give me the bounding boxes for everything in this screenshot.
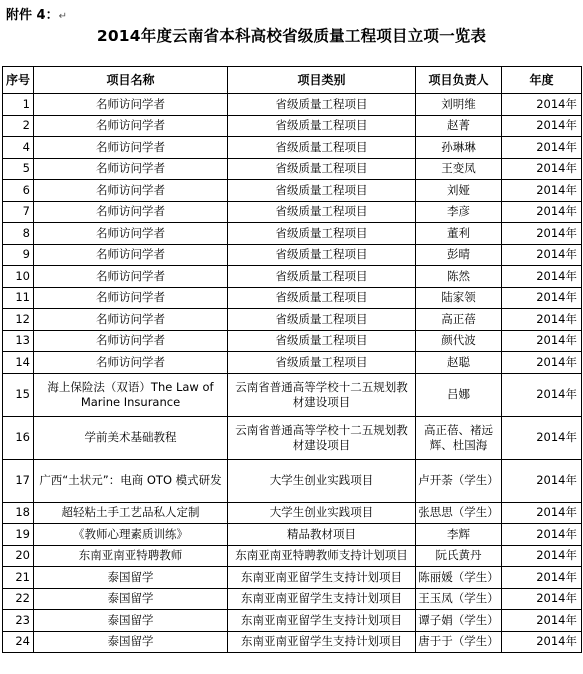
cell-category: 省级质量工程项目 (228, 115, 416, 137)
cell-category: 省级质量工程项目 (228, 201, 416, 223)
table-row (3, 309, 582, 331)
cell-name: 学前美术基础教程 (34, 416, 228, 459)
cell-year: 2014年 (502, 266, 582, 288)
cell-leader: 王变凤 (416, 158, 502, 180)
cell-name: 《教师心理素质训练》 (34, 524, 228, 546)
table-row (3, 631, 582, 653)
table-row (3, 524, 582, 546)
cell-no: 21 (3, 567, 34, 589)
cell-year: 2014年 (502, 201, 582, 223)
cell-no: 17 (3, 459, 34, 502)
col-header-category: 项目类别 (228, 67, 416, 94)
cell-year: 2014年 (502, 352, 582, 374)
cell-name: 东南亚南亚特聘教师 (34, 545, 228, 567)
page-title: 2014年度云南省本科高校省级质量工程项目立项一览表 (96, 27, 487, 45)
cell-name: 超轻粘土手工艺品私人定制 (34, 502, 228, 524)
cell-category: 云南省普通高等学校十二五规划教材建设项目 (228, 416, 416, 459)
table-row (3, 545, 582, 567)
cell-name: 名师访问学者 (34, 352, 228, 374)
cell-no: 22 (3, 588, 34, 610)
table-row (3, 352, 582, 374)
cell-name: 广西“土状元”：电商 OTO 模式研发 (34, 459, 228, 502)
cell-no: 14 (3, 352, 34, 374)
cell-category: 省级质量工程项目 (228, 137, 416, 159)
cell-category: 大学生创业实践项目 (228, 502, 416, 524)
cell-leader: 陈然 (416, 266, 502, 288)
cell-category: 东南亚南亚留学生支持计划项目 (228, 567, 416, 589)
cell-category: 东南亚南亚特聘教师支持计划项目 (228, 545, 416, 567)
cell-no: 24 (3, 631, 34, 653)
table-header-row (3, 67, 582, 94)
cell-no: 9 (3, 244, 34, 266)
cell-no: 5 (3, 158, 34, 180)
cell-leader: 董利 (416, 223, 502, 245)
cell-year: 2014年 (502, 180, 582, 202)
cell-leader: 高正蓓 (416, 309, 502, 331)
cell-category: 省级质量工程项目 (228, 180, 416, 202)
cell-leader: 赵聪 (416, 352, 502, 374)
table-row (3, 502, 582, 524)
cell-category: 省级质量工程项目 (228, 244, 416, 266)
col-header-name: 项目名称 (34, 67, 228, 94)
cell-year: 2014年 (502, 610, 582, 632)
cell-name: 名师访问学者 (34, 244, 228, 266)
project-table (2, 66, 582, 653)
cell-leader: 王玉凤（学生） (416, 588, 502, 610)
attachment-label (6, 4, 67, 23)
cell-leader: 李彦 (416, 201, 502, 223)
table-row (3, 588, 582, 610)
cell-leader: 唐于于（学生） (416, 631, 502, 653)
cell-year: 2014年 (502, 416, 582, 459)
cell-leader: 刘娅 (416, 180, 502, 202)
cell-category: 东南亚南亚留学生支持计划项目 (228, 588, 416, 610)
cell-no: 4 (3, 137, 34, 159)
cell-category: 省级质量工程项目 (228, 352, 416, 374)
table-row (3, 416, 582, 459)
cell-year: 2014年 (502, 244, 582, 266)
cell-name: 名师访问学者 (34, 137, 228, 159)
cell-name: 泰国留学 (34, 631, 228, 653)
cell-year: 2014年 (502, 524, 582, 546)
cell-name: 名师访问学者 (34, 330, 228, 352)
table-row (3, 287, 582, 309)
cell-year: 2014年 (502, 330, 582, 352)
cell-name: 名师访问学者 (34, 94, 228, 116)
table-row (3, 330, 582, 352)
cell-category: 省级质量工程项目 (228, 309, 416, 331)
cell-year: 2014年 (502, 545, 582, 567)
cell-name: 海上保险法（双语）The Law of Marine Insurance (34, 373, 228, 416)
cell-name: 泰国留学 (34, 588, 228, 610)
table-body (3, 94, 582, 653)
cell-year: 2014年 (502, 94, 582, 116)
paragraph-mark-icon: ↵ (58, 11, 67, 22)
cell-category: 省级质量工程项目 (228, 287, 416, 309)
cell-no: 1 (3, 94, 34, 116)
table-row (3, 223, 582, 245)
cell-leader: 孙琳琳 (416, 137, 502, 159)
cell-leader: 吕娜 (416, 373, 502, 416)
cell-name: 名师访问学者 (34, 309, 228, 331)
table-row (3, 201, 582, 223)
table-row (3, 244, 582, 266)
cell-category: 东南亚南亚留学生支持计划项目 (228, 631, 416, 653)
cell-year: 2014年 (502, 502, 582, 524)
cell-category: 省级质量工程项目 (228, 94, 416, 116)
cell-no: 8 (3, 223, 34, 245)
cell-category: 精品教材项目 (228, 524, 416, 546)
table-row (3, 115, 582, 137)
table-row (3, 137, 582, 159)
cell-category: 大学生创业实践项目 (228, 459, 416, 502)
cell-year: 2014年 (502, 223, 582, 245)
cell-category: 东南亚南亚留学生支持计划项目 (228, 610, 416, 632)
cell-no: 6 (3, 180, 34, 202)
cell-name: 名师访问学者 (34, 287, 228, 309)
cell-leader: 李辉 (416, 524, 502, 546)
cell-leader: 谭子娟（学生） (416, 610, 502, 632)
cell-name: 名师访问学者 (34, 115, 228, 137)
cell-name: 名师访问学者 (34, 223, 228, 245)
cell-no: 16 (3, 416, 34, 459)
cell-category: 省级质量工程项目 (228, 158, 416, 180)
cell-name: 名师访问学者 (34, 201, 228, 223)
cell-name: 名师访问学者 (34, 180, 228, 202)
cell-no: 23 (3, 610, 34, 632)
cell-year: 2014年 (502, 287, 582, 309)
cell-no: 20 (3, 545, 34, 567)
cell-name: 名师访问学者 (34, 266, 228, 288)
cell-no: 11 (3, 287, 34, 309)
table-row (3, 94, 582, 116)
table-row (3, 180, 582, 202)
cell-year: 2014年 (502, 115, 582, 137)
cell-year: 2014年 (502, 631, 582, 653)
cell-no: 10 (3, 266, 34, 288)
cell-year: 2014年 (502, 158, 582, 180)
cell-year: 2014年 (502, 459, 582, 502)
cell-year: 2014年 (502, 588, 582, 610)
cell-no: 2 (3, 115, 34, 137)
cell-name: 名师访问学者 (34, 158, 228, 180)
cell-no: 18 (3, 502, 34, 524)
cell-leader: 彭晴 (416, 244, 502, 266)
cell-year: 2014年 (502, 373, 582, 416)
table-row (3, 158, 582, 180)
cell-name: 泰国留学 (34, 567, 228, 589)
cell-no: 13 (3, 330, 34, 352)
cell-name: 泰国留学 (34, 610, 228, 632)
cell-no: 7 (3, 201, 34, 223)
cell-leader: 刘明维 (416, 94, 502, 116)
table-row (3, 610, 582, 632)
col-header-year: 年度 (502, 67, 582, 94)
table-row (3, 266, 582, 288)
cell-no: 15 (3, 373, 34, 416)
cell-leader: 卢开荼（学生） (416, 459, 502, 502)
cell-leader: 陈丽媛（学生） (416, 567, 502, 589)
table-row (3, 567, 582, 589)
cell-year: 2014年 (502, 309, 582, 331)
cell-category: 省级质量工程项目 (228, 330, 416, 352)
cell-leader: 赵菁 (416, 115, 502, 137)
cell-leader: 颜代波 (416, 330, 502, 352)
table-row (3, 373, 582, 416)
cell-category: 省级质量工程项目 (228, 223, 416, 245)
cell-no: 19 (3, 524, 34, 546)
col-header-leader: 项目负责人 (416, 67, 502, 94)
attachment-label-text: 附件 4： (6, 8, 59, 23)
table-row (3, 459, 582, 502)
cell-leader: 张思思（学生） (416, 502, 502, 524)
cell-leader: 高正蓓、褚远辉、杜国海 (416, 416, 502, 459)
cell-leader: 阮氏黄丹 (416, 545, 502, 567)
col-header-no: 序号 (3, 67, 34, 94)
cell-category: 省级质量工程项目 (228, 266, 416, 288)
cell-year: 2014年 (502, 567, 582, 589)
cell-leader: 陆家领 (416, 287, 502, 309)
cell-year: 2014年 (502, 137, 582, 159)
cell-category: 云南省普通高等学校十二五规划教材建设项目 (228, 373, 416, 416)
cell-no: 12 (3, 309, 34, 331)
